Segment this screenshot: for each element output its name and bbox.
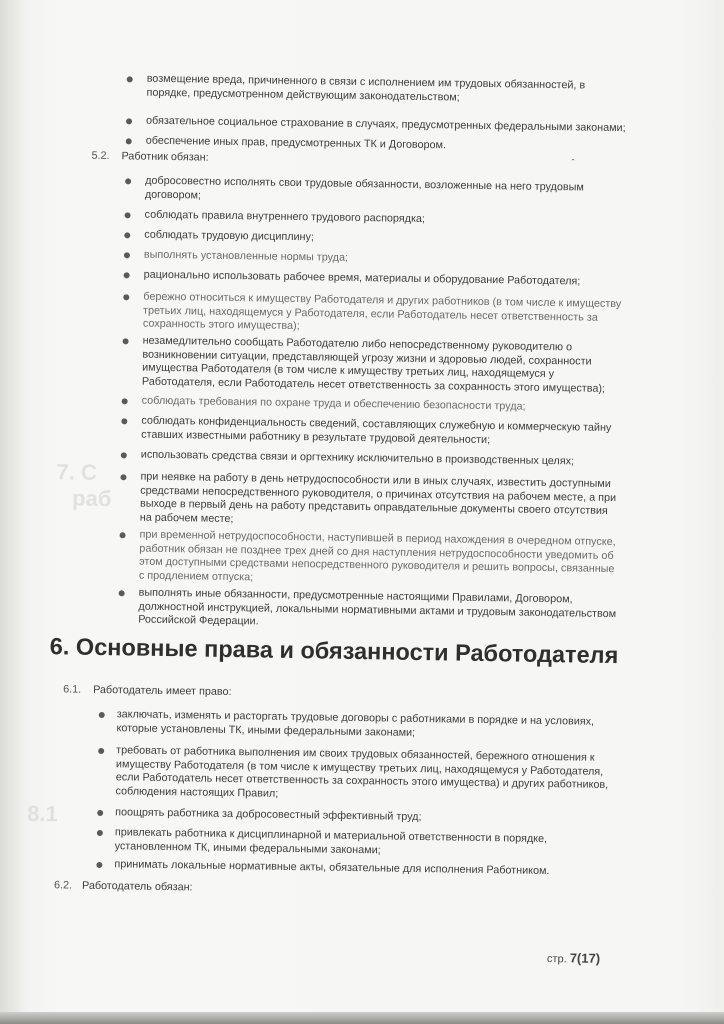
bullet-dot (127, 76, 133, 82)
bullet-dot (121, 452, 127, 458)
bullet-dot (124, 252, 130, 258)
bullet-dot (97, 830, 103, 836)
page-number: стр. 7(17) (546, 950, 601, 966)
subsection-6-1: 6.1. Работодатель имеет право: (63, 683, 232, 699)
list-item: принимать локальные нормативные акты, обязательные для исполнения Работником. (0, 856, 710, 867)
section-heading: 6. Основные права и обязанности Работодателя (49, 633, 619, 669)
subsection-5-2: 5.2. Работник обязан: (91, 149, 209, 164)
bullet-dot (125, 212, 131, 218)
list-item: поощрять работника за добросовестный эффективный труд; (0, 804, 711, 815)
bullet-dot (99, 712, 105, 718)
show-through-ghost: 7. С (56, 459, 98, 485)
bullet-dot (122, 398, 128, 404)
list-item: выполнять иные обязанности, предусмотренные настоящими Правилами, Договором, должностной инструкцией, локальными нормативными актами и трудовым законодательством Российской Федерации. (0, 584, 715, 595)
bullet-dot (126, 138, 132, 144)
subsection-6-2: 6.2. Работодатель обязан: (53, 879, 193, 894)
list-item: соблюдать требования по охране труда и обеспечению безопасности труда; (0, 392, 718, 403)
list-item: обязательное социальное страхование в случаях, предусмотренных федеральными законами; (0, 112, 722, 123)
list-item: соблюдать правила внутреннего трудового распорядка; (0, 206, 721, 217)
bullet-dot (97, 810, 103, 816)
bullet-dot (123, 294, 129, 300)
bullet-dot (120, 474, 126, 480)
list-item: добросовестно исполнять свои трудовые обязанности, возложенные на него трудовым договором; (0, 172, 721, 183)
scan-mark: ˆ (571, 158, 575, 170)
bullet-dot (125, 178, 131, 184)
bullet-dot (121, 418, 127, 424)
list-item: выполнять установленные нормы труда; (0, 246, 720, 257)
list-item: использовать средства связи и оргтехнику исключительно в производственных целях; (0, 446, 717, 457)
bullet-dot (126, 118, 132, 124)
list-item: рационально использовать рабочее время, материалы и оборудование Работодателя; (0, 266, 720, 277)
list-item: незамедлительно сообщать Работодателю либо непосредственному руководителю о возникновении ситуации, представляющей угрозу жизни и здоровью людей, сохранности имущества Работодателя (в том числе к имуществу третьих лиц, находящемуся у Работодателя, если Работодатель несет ответственность за сохранность этого имущества); (0, 332, 719, 343)
bullet-dot (124, 272, 130, 278)
list-item: обеспечение иных прав, предусмотренных ТК и Договором. (0, 132, 722, 143)
bullet-dot (123, 338, 129, 344)
list-item: при временной нетрудоспособности, наступившей в период нахождения в очередном отпуске, работник обязан не позднее трех дней со дня наступления нетрудоспособности уведомить об этом доступными средствами непосредственного руководителя и решить вопросы, связанные с продлением отпуска; (0, 526, 716, 537)
bullet-dot (96, 862, 102, 868)
list-item: при неявке на работу в день нетрудоспособности или в иных случаях, известить доступными средствами непосредственного руководителя, о причинах отсутствия на рабочем месте, а при выходе в первый день на работу представить оправдательные документы своего отсутствия на рабочем месте; (0, 468, 717, 479)
list-item: заключать, изменять и расторгать трудовые договоры с работниками в порядке и на условиях, которые установлены ТК, иными федеральными законами; (0, 706, 713, 717)
bullet-dot (98, 748, 104, 754)
list-item: бережно относиться к имуществу Работодателя и других работников (в том числе к имуществу третьих лиц, находящемуся у Работодателя, если Работодатель несет ответственность за сохранность этого имущества); (0, 288, 719, 299)
list-item: соблюдать трудовую дисциплину; (0, 226, 720, 237)
list-item: возмещение вреда, причиненного в связи с исполнением им трудовых обязанностей, в порядке, предусмотренном действующим законодательством; (0, 70, 723, 81)
list-item: соблюдать конфиденциальность сведений, составляющих служебную и коммерческую тайну ставших известными работнику в результате трудовой деятельности; (0, 412, 717, 423)
list-item: требовать от работника выполнения им своих трудовых обязанностей, бережного отношения к имуществу Работодателя (в том числе к имуществу третьих лиц, находящемуся у Работодателя, если Работодатель несет ответственность за сохранность этого имущества) и других работников, соблюдения настоящих Правил; (0, 742, 712, 753)
show-through-ghost: 8.1 (26, 800, 58, 827)
page-bottom-edge (0, 1012, 724, 1024)
bullet-dot (119, 590, 125, 596)
list-item: привлекать работника к дисциплинарной и материальной ответственности в порядке, установленном ТК, иными федеральными законами; (0, 824, 711, 835)
bullet-dot (124, 232, 130, 238)
bullet-dot (120, 532, 126, 538)
show-through-ghost: раб (71, 485, 112, 512)
